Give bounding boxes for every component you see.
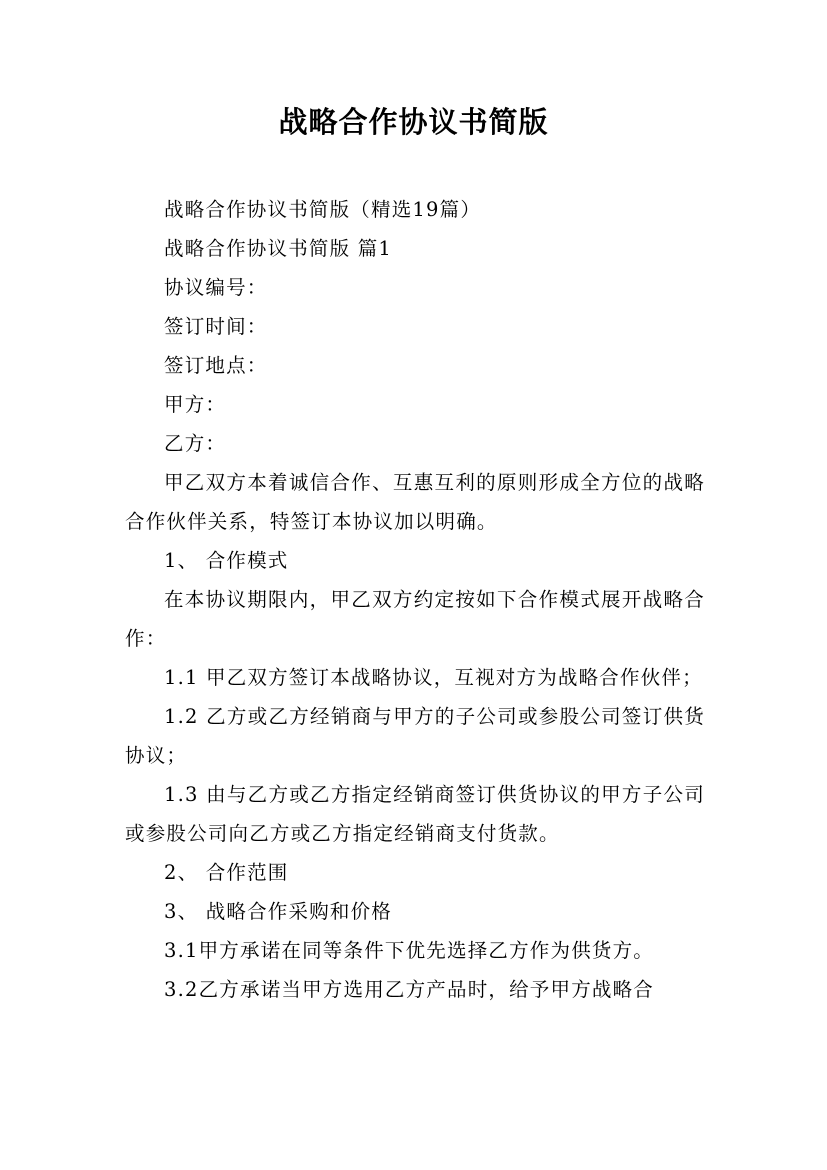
- doc-subtitle: 战略合作协议书简版（精选19篇）: [164, 198, 482, 221]
- clause-item: 3.2乙方承诺当甲方选用乙方产品时，给予甲方战略合: [164, 978, 655, 1001]
- clause-heading: 3、 战略合作采购和价格: [164, 900, 393, 923]
- field-signing-place: 签订地点：: [164, 354, 268, 377]
- clause-item: 1.3 由与乙方或乙方指定经销商签订供货协议的甲方子公司或参股公司向乙方或乙方指定经销商支付货款。: [125, 783, 705, 845]
- paragraph: 甲乙双方本着诚信合作、互惠互利的原则形成全方位的战略合作伙伴关系，特签订本协议加以明确。: [125, 471, 705, 533]
- document-title: 战略合作协议书简版: [278, 105, 549, 139]
- clause-item: 1.1 甲乙双方签订本战略协议，互视对方为战略合作伙伴；: [164, 666, 703, 689]
- field-signing-time: 签订时间：: [164, 315, 268, 338]
- section-heading: 战略合作协议书简版 篇1: [164, 237, 393, 260]
- field-party-a: 甲方：: [164, 393, 227, 416]
- clause-item: 3.1甲方承诺在同等条件下优先选择乙方作为供货方。: [164, 939, 655, 962]
- clause-item: 1.2 乙方或乙方经销商与甲方的子公司或参股公司签订供货协议；: [125, 705, 705, 767]
- clause-heading: 2、 合作范围: [164, 861, 289, 884]
- clause-heading: 1、 合作模式: [164, 549, 289, 572]
- document-body: [125, 190, 705, 1009]
- field-agreement-number: 协议编号：: [164, 276, 268, 299]
- paragraph: 在本协议期限内，甲乙双方约定按如下合作模式展开战略合作：: [125, 588, 705, 650]
- field-party-b: 乙方：: [164, 432, 227, 455]
